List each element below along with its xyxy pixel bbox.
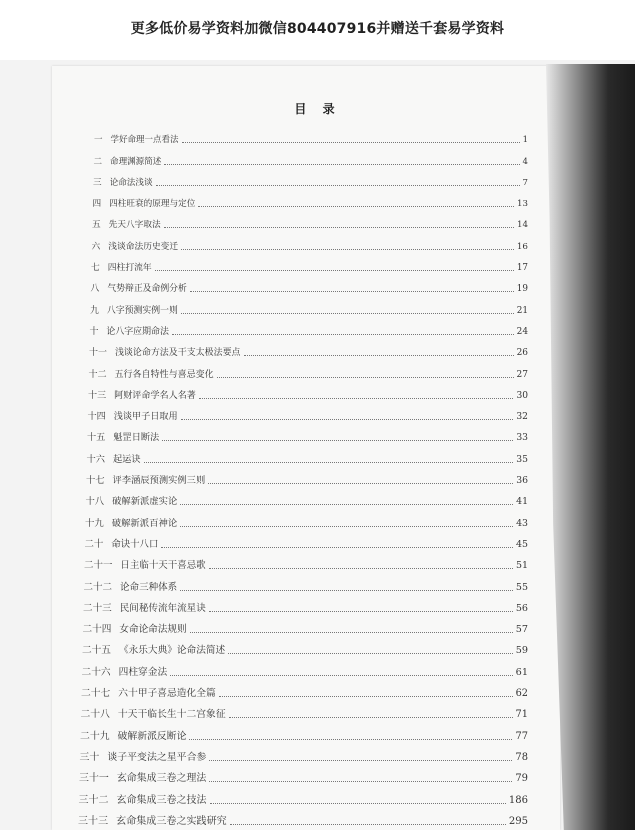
- toc-dot-leader: [209, 759, 512, 761]
- toc-entry-number: 三十三: [78, 815, 109, 827]
- toc-entry: [78, 806, 528, 827]
- toc-entry-page: 78: [515, 751, 528, 763]
- toc-entry: [92, 230, 529, 251]
- toc-dot-leader: [244, 354, 514, 356]
- toc-entry-number: 二十八: [80, 709, 110, 721]
- toc-entry-page: 27: [516, 369, 528, 380]
- toc-entry-title: 评李涵辰预测实例三则: [112, 475, 206, 487]
- toc-entry-page: 14: [516, 220, 528, 231]
- toc-entry-title: 破解新派反断论: [117, 730, 187, 742]
- toc-entry-title: 民间秘传流年流星诀: [119, 602, 206, 614]
- toc-entry-number: 十六: [86, 453, 105, 465]
- toc-dot-leader: [156, 184, 520, 186]
- toc-entry-title: 玄命集成三卷之实践研究: [116, 815, 227, 827]
- toc-entry-title: 四柱穿金法: [118, 666, 168, 678]
- promo-banner: 更多低价易学资料加微信804407916并赠送千套易学资料: [130, 21, 505, 37]
- toc-entry-title: 八字预测实例一则: [106, 305, 178, 316]
- toc-entry-page: 4: [522, 156, 528, 167]
- toc-entry-number: 二十五: [82, 645, 111, 657]
- toc-entry-number: 十五: [87, 432, 106, 444]
- toc-entry-page: 57: [515, 624, 528, 636]
- toc-entry: [83, 593, 528, 614]
- toc-entry-page: 77: [515, 730, 528, 742]
- toc-dot-leader: [182, 141, 520, 143]
- toc-dot-leader: [219, 695, 513, 697]
- toc-entry-title: 玄命集成三卷之理法: [116, 773, 207, 785]
- toc-entry: [87, 422, 528, 443]
- toc-entry: [92, 209, 528, 230]
- toc-entry-title: 学好命理一点看法: [110, 135, 179, 146]
- toc-entry-number: 十一: [89, 348, 107, 359]
- toc-dot-leader: [189, 738, 512, 740]
- toc-entry-number: 八: [90, 284, 100, 295]
- toc-entry: [80, 742, 529, 763]
- toc-dot-leader: [181, 248, 514, 250]
- toc-dot-leader: [164, 163, 519, 165]
- toc-entry-title: 命理渊源简述: [110, 156, 162, 167]
- toc-entry: [89, 358, 529, 379]
- toc-entry-title: 破解新派虚实论: [112, 496, 178, 508]
- toc-entry-number: 二十七: [81, 688, 111, 700]
- toc-entry-title: 玄命集成三卷之技法: [116, 794, 207, 806]
- toc-entry: [84, 550, 528, 571]
- toc-entry: [94, 145, 529, 166]
- toc-dot-leader: [170, 674, 512, 676]
- toc-dot-leader: [180, 503, 513, 505]
- toc-entry: [79, 784, 529, 805]
- toc-entry-number: 二十九: [80, 730, 110, 742]
- toc-entry: [88, 401, 529, 422]
- toc-entry-title: 《永乐大典》论命法简述: [118, 645, 226, 657]
- toc-entry-title: 四柱打流年: [107, 263, 152, 274]
- toc-entry-page: 30: [516, 390, 528, 401]
- toc-dot-leader: [190, 631, 513, 633]
- toc-entry-title: 命诀十八口: [111, 538, 159, 550]
- toc-entry-title: 论命三种体系: [120, 581, 178, 593]
- toc-entry-number: 十: [89, 326, 99, 337]
- toc-entry-page: 19: [516, 284, 528, 295]
- toc-dot-leader: [217, 376, 514, 378]
- toc-entry-page: 295: [508, 815, 528, 827]
- toc-entry: [87, 443, 529, 464]
- toc-entry-page: 51: [515, 560, 528, 572]
- toc-entry: [79, 763, 528, 784]
- toc-entry: [91, 252, 528, 273]
- toc-entry-title: 四柱旺衰的原理与定位: [109, 199, 196, 210]
- toc-entry-title: 阿财评命学名人名著: [114, 390, 196, 401]
- toc-dot-leader: [208, 482, 513, 484]
- toc-dot-leader: [198, 205, 514, 207]
- table-of-contents: [80, 124, 528, 827]
- toc-entry-page: 55: [515, 581, 528, 593]
- toc-entry-title: 浅谈命法历史变迁: [108, 241, 179, 252]
- toc-entry: [91, 273, 529, 294]
- toc-entry-page: 62: [515, 688, 528, 700]
- toc-entry-number: 二十: [84, 538, 104, 550]
- toc-entry: [83, 614, 529, 635]
- toc-dot-leader: [209, 610, 513, 612]
- toc-dot-leader: [181, 418, 514, 420]
- toc-entry-title: 浅谈甲子日取用: [113, 412, 178, 423]
- toc-entry-number: 十二: [88, 369, 107, 380]
- toc-dot-leader: [230, 823, 506, 825]
- toc-entry-title: 先天八字取法: [108, 220, 161, 231]
- toc-entry-page: 13: [517, 199, 528, 210]
- toc-entry-number: 二十三: [83, 602, 112, 614]
- toc-entry: [94, 124, 528, 145]
- toc-dot-leader: [144, 461, 514, 463]
- toc-entry: [90, 294, 528, 315]
- toc-entry-page: 45: [516, 538, 528, 550]
- toc-dot-leader: [155, 269, 514, 271]
- toc-entry-page: 36: [516, 475, 528, 487]
- toc-entry-page: 59: [515, 645, 528, 657]
- toc-entry-page: 41: [516, 496, 528, 508]
- toc-entry-number: 十七: [86, 475, 105, 487]
- toc-entry-title: 六十甲子喜忌造化全篇: [118, 688, 216, 700]
- toc-dot-leader: [190, 290, 514, 292]
- toc-entry-title: 魁罡日断法: [113, 432, 160, 444]
- toc-entry: [93, 167, 528, 188]
- toc-dot-leader: [162, 439, 513, 441]
- toc-entry-title: 女命论命法规则: [119, 624, 187, 636]
- toc-entry-number: 三: [93, 177, 102, 188]
- toc-entry: [80, 720, 528, 741]
- toc-entry: [84, 571, 529, 592]
- toc-entry-page: 1: [522, 135, 528, 146]
- toc-entry: [85, 529, 529, 550]
- toc-dot-leader: [181, 312, 514, 314]
- toc-entry-number: 六: [91, 241, 101, 252]
- toc-entry-page: 35: [516, 453, 528, 465]
- toc-entry-page: 32: [516, 412, 528, 423]
- toc-entry: [85, 507, 528, 528]
- toc-entry-page: 21: [516, 305, 528, 316]
- toc-entry-title: 谈子平变法之星平合参: [107, 751, 207, 763]
- toc-entry-number: 四: [92, 199, 102, 210]
- toc-entry: [93, 188, 529, 209]
- toc-entry: [86, 486, 529, 507]
- toc-entry-number: 二十四: [82, 624, 112, 636]
- toc-dot-leader: [210, 802, 506, 804]
- toc-entry-page: 7: [522, 177, 528, 188]
- toc-entry-title: 气势辩正及命例分析: [107, 284, 187, 295]
- toc-entry: [81, 699, 529, 720]
- toc-entry-title: 日主临十天干喜忌歌: [120, 560, 206, 572]
- toc-entry-number: 十八: [85, 496, 105, 508]
- toc-dot-leader: [209, 567, 513, 569]
- toc-entry-page: 61: [515, 666, 528, 678]
- toc-entry-title: 浅谈论命方法及干支太极法要点: [114, 348, 241, 359]
- toc-entry-number: 二十二: [83, 581, 113, 593]
- toc-dot-leader: [161, 546, 513, 548]
- toc-entry: [81, 678, 528, 699]
- toc-entry-page: 56: [515, 602, 528, 614]
- toc-entry-page: 17: [516, 263, 528, 274]
- toc-entry-title: 破解新派百神论: [111, 517, 178, 529]
- toc-dot-leader: [228, 652, 513, 654]
- toc-entry-page: 186: [508, 794, 528, 806]
- toc-dot-leader: [209, 780, 512, 782]
- toc-dot-leader: [229, 716, 513, 718]
- toc-entry-number: 十九: [85, 517, 104, 529]
- toc-entry-page: 26: [516, 348, 528, 359]
- toc-entry-title: 论命法浅谈: [109, 177, 153, 188]
- toc-entry-number: 十四: [87, 412, 106, 423]
- toc-entry-page: 71: [515, 709, 528, 721]
- toc-dot-leader: [164, 226, 514, 228]
- toc-entry: [88, 380, 528, 401]
- toc-entry-number: 一: [94, 135, 103, 146]
- toc-entry-page: 43: [516, 517, 528, 529]
- toc-entry-number: 二十一: [84, 560, 113, 572]
- toc-dot-leader: [172, 333, 514, 335]
- toc-entry-number: 三十: [79, 751, 100, 763]
- toc-entry-number: 二十六: [81, 666, 111, 678]
- toc-entry-number: 十三: [88, 390, 107, 401]
- toc-entry: [90, 316, 529, 337]
- toc-entry-title: 起运诀: [112, 453, 141, 465]
- toc-dot-leader: [180, 589, 513, 591]
- toc-title: 目 录: [294, 102, 341, 116]
- toc-entry-page: 79: [515, 773, 528, 785]
- toc-entry: [86, 465, 528, 486]
- toc-entry-page: 33: [516, 432, 528, 444]
- toc-entry-page: 24: [516, 326, 528, 337]
- toc-entry-title: 论八字应期命法: [106, 326, 169, 337]
- toc-entry: [89, 337, 528, 358]
- toc-entry-number: 七: [91, 263, 100, 274]
- toc-entry-number: 三十二: [78, 794, 109, 806]
- toc-entry-title: 五行各自特性与喜忌变化: [114, 369, 214, 380]
- toc-dot-leader: [180, 525, 513, 527]
- toc-entry: [82, 656, 529, 677]
- toc-entry: [82, 635, 528, 656]
- toc-entry-number: 五: [92, 220, 101, 231]
- toc-entry-title: 十天干临长生十二宫象征: [117, 709, 226, 721]
- toc-entry-page: 16: [516, 241, 528, 252]
- toc-entry-number: 二: [93, 156, 103, 167]
- toc-entry-number: 九: [90, 305, 99, 316]
- toc-dot-leader: [199, 397, 514, 399]
- toc-entry-number: 三十一: [79, 773, 109, 785]
